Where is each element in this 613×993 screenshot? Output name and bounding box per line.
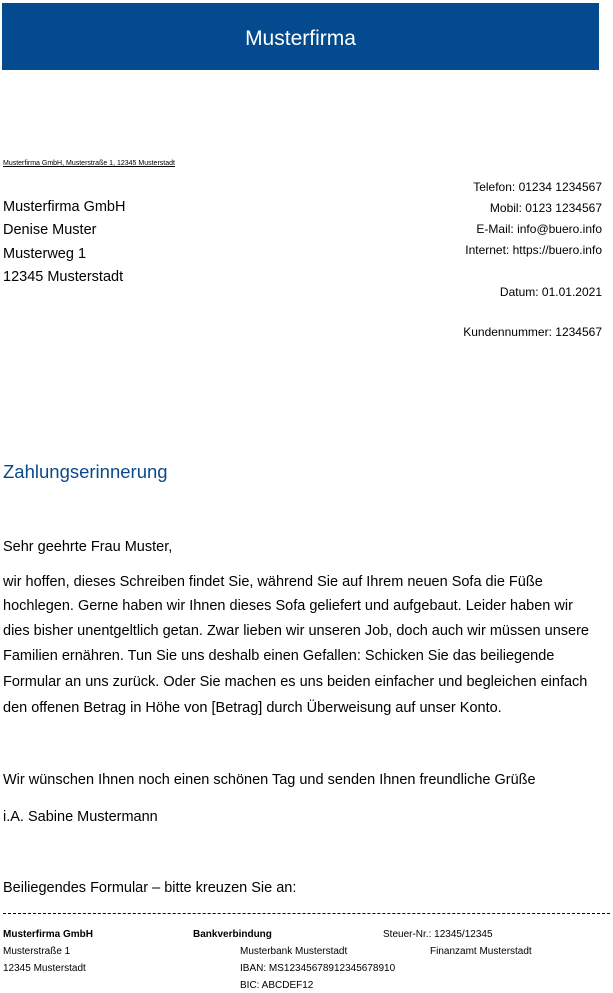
salutation: Sehr geehrte Frau Muster,: [3, 539, 173, 555]
recipient-street: Musterweg 1: [3, 246, 87, 262]
contact-internet: Internet: https://buero.info: [465, 243, 602, 257]
body-line: Formular an uns zurück. Oder Sie machen es uns beiden einfacher und begleichen einfach: [3, 674, 588, 690]
body-line: dies bisher unentgeltlich getan. Zwar lieben wir unseren Job, doch auch wir müssen unsere: [3, 623, 589, 639]
recipient-company: Musterfirma GmbH: [3, 199, 126, 215]
footer-bank-name: Musterbank Musterstadt: [240, 946, 348, 957]
signature: i.A. Sabine Mustermann: [3, 809, 158, 825]
contact-phone: Telefon: 01234 1234567: [473, 180, 602, 194]
body-line: hochlegen. Gerne haben wir Ihnen dieses Sofa geliefert und aufgebaut. Leider haben wir: [3, 598, 573, 614]
footer-separator: [3, 913, 610, 915]
body-line: wir hoffen, dieses Schreiben findet Sie, während Sie auf Ihrem neuen Sofa die Füße: [3, 574, 543, 590]
letter-date: Datum: 01.01.2021: [499, 285, 602, 299]
customer-number: Kundennummer: 1234567: [463, 325, 602, 339]
footer-iban: IBAN: MS12345678912345678910: [240, 963, 396, 974]
closing-line: Wir wünschen Ihnen noch einen schönen Tag und senden Ihnen freundliche Grüße: [3, 772, 536, 788]
recipient-name: Denise Muster: [3, 222, 97, 238]
contact-mobile: Mobil: 0123 1234567: [489, 201, 602, 215]
letterhead-banner: [2, 3, 599, 70]
footer-tax-office: Finanzamt Musterstadt: [430, 946, 532, 957]
letter-subject: Zahlungserinnerung: [3, 461, 168, 482]
footer-bic: BIC: ABCDEF12: [240, 980, 314, 991]
letterhead-company-name: Musterfirma: [245, 27, 356, 50]
footer-tax-number: Steuer-Nr.: 12345/12345: [383, 929, 493, 940]
footer-company: Musterfirma GmbH: [3, 929, 94, 940]
recipient-city: 12345 Musterstadt: [3, 269, 124, 285]
enclosure-note: Beiliegendes Formular – bitte kreuzen Sie an:: [3, 880, 297, 896]
contact-email: E-Mail: info@buero.info: [476, 222, 602, 236]
body-line: Familien ernähren. Tun Sie uns deshalb einen Gefallen: Schicken Sie das beiliegende: [3, 648, 555, 664]
footer-bank-heading: Bankverbindung: [193, 929, 272, 940]
body-line: den offenen Betrag in Höhe von [Betrag] durch Überweisung auf unser Konto.: [3, 700, 502, 716]
return-address-line: Musterfirma GmbH, Musterstraße 1, 12345 Musterstadt: [3, 160, 175, 167]
footer-city: 12345 Musterstadt: [3, 963, 86, 974]
footer-street: Musterstraße 1: [3, 946, 71, 957]
